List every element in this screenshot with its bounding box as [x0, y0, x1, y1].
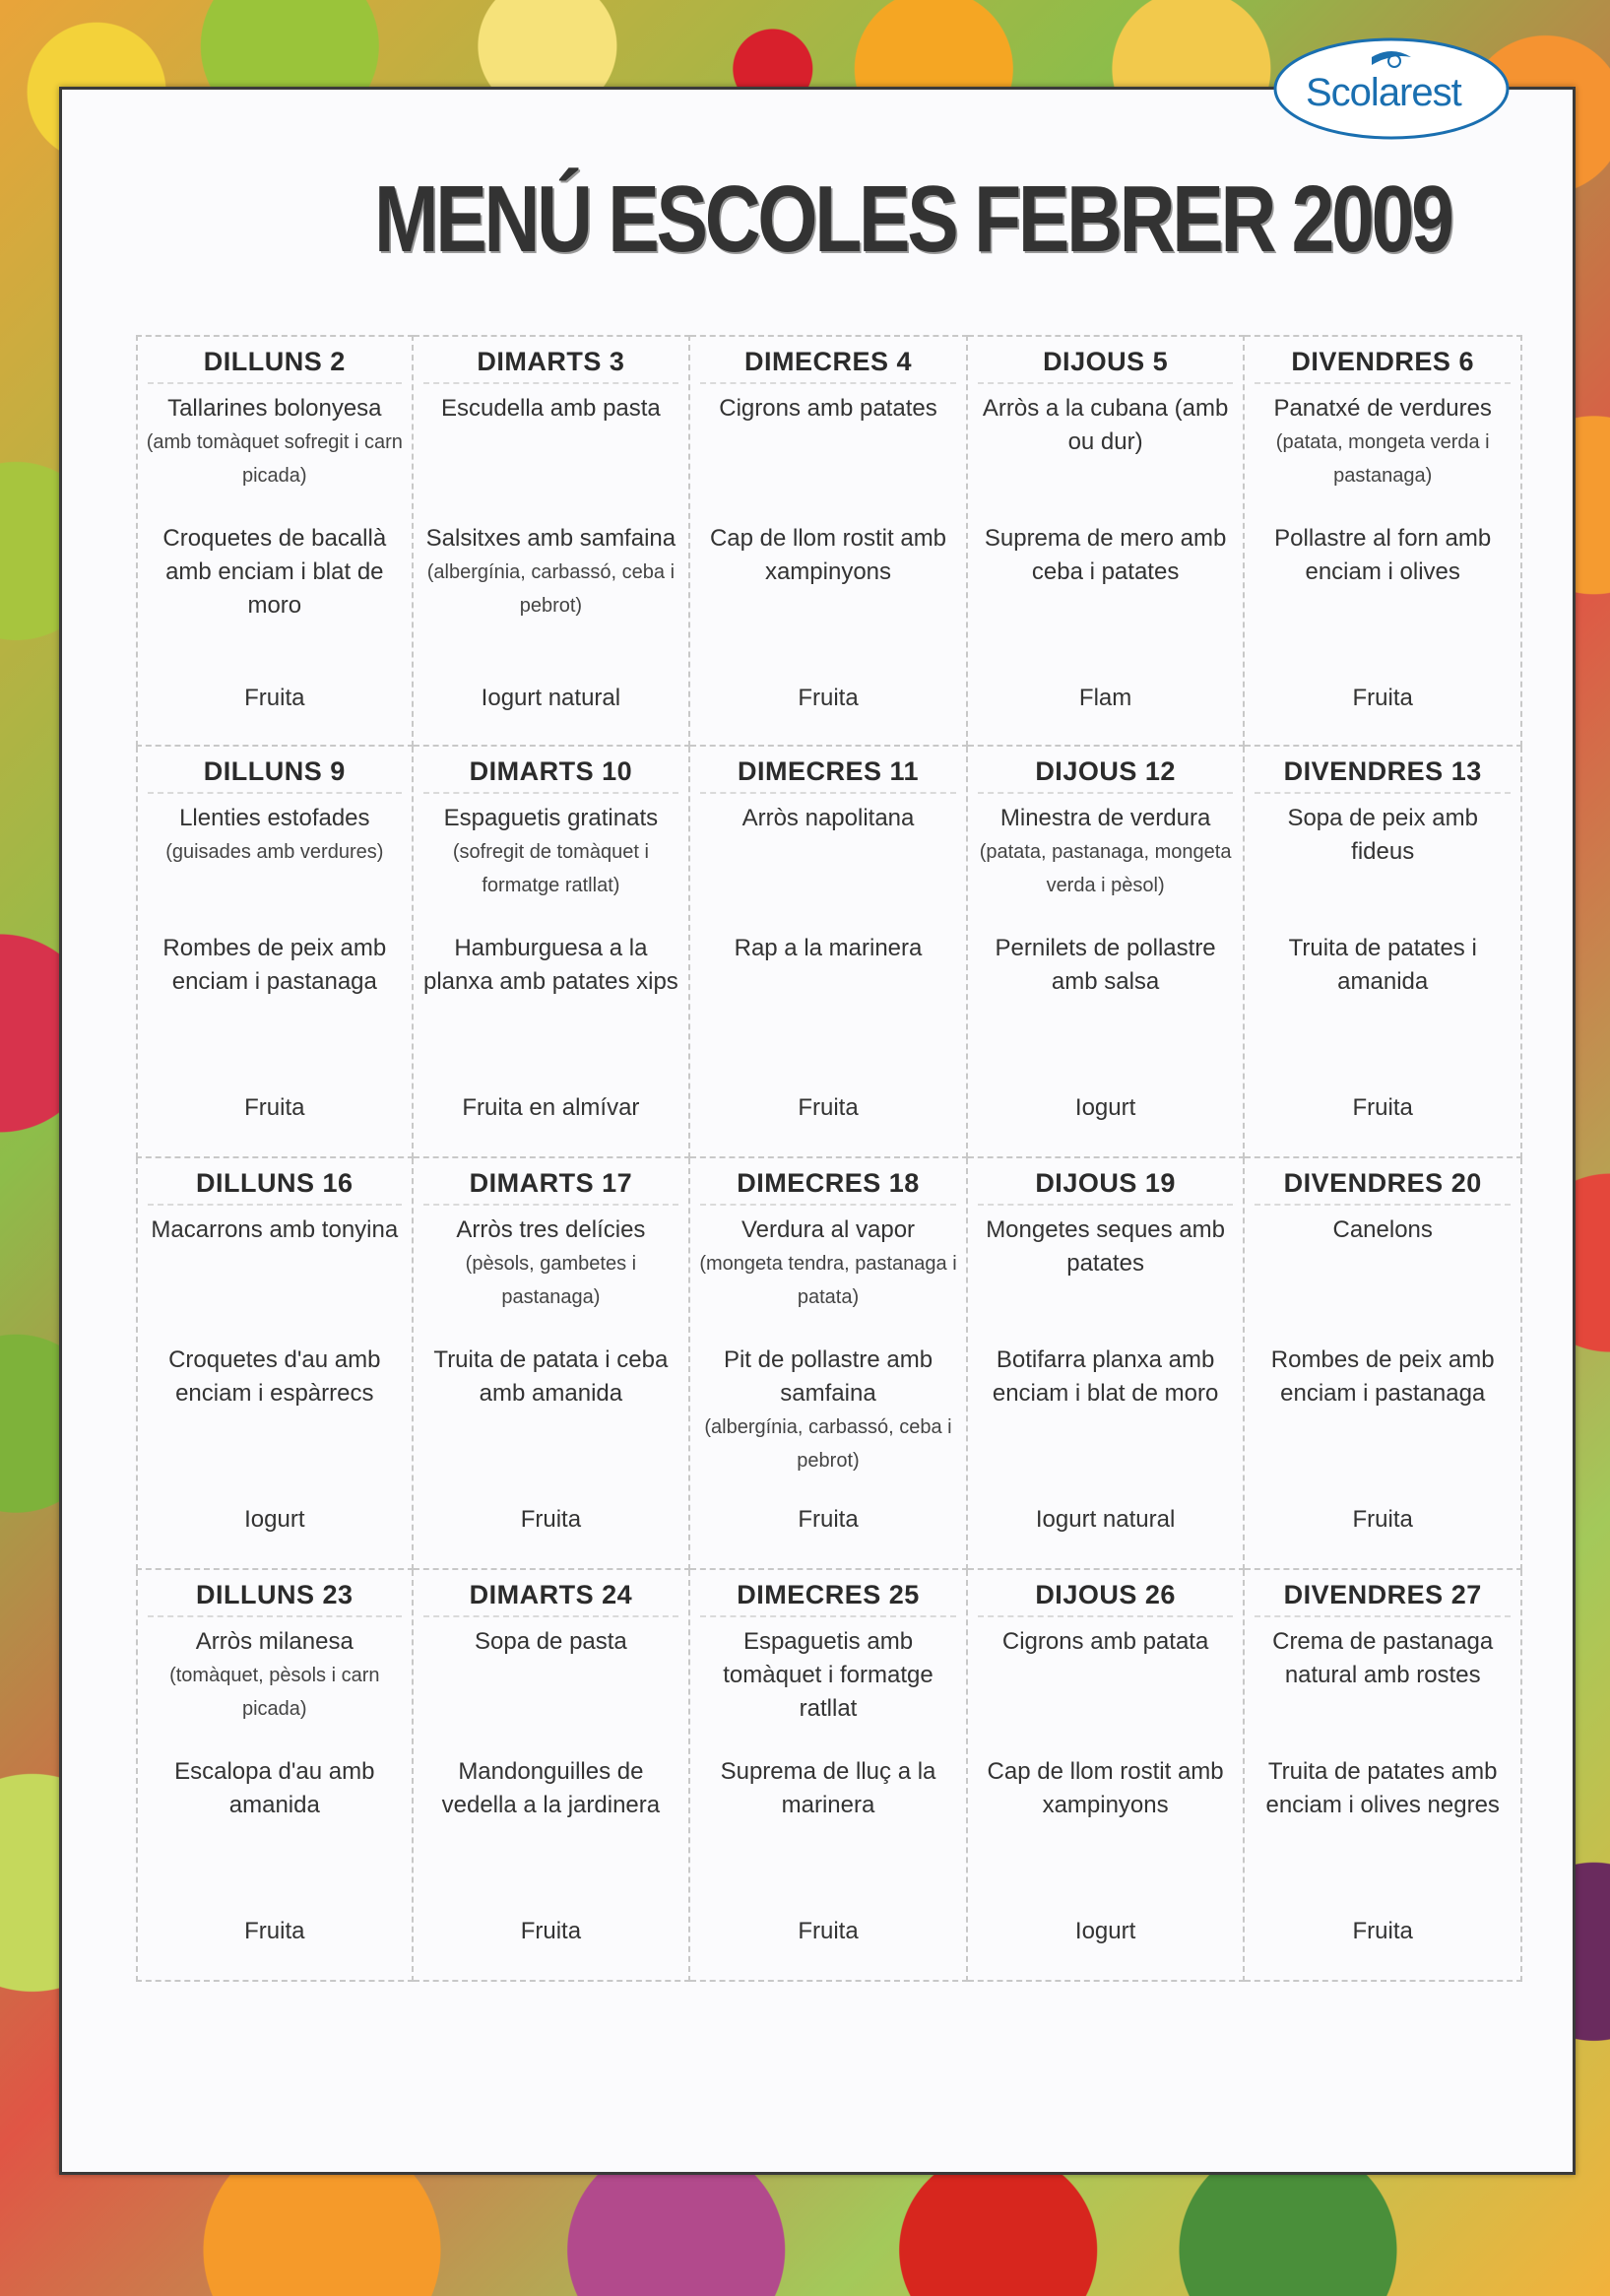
- scolarest-logo: [1268, 28, 1514, 146]
- second-course-note: (albergínia, carbassó, ceba i pebrot): [704, 1416, 952, 1472]
- day-header: DILLUNS 23: [148, 1570, 402, 1617]
- day-header: DIMARTS 3: [423, 337, 679, 384]
- day-header: DIVENDRES 6: [1255, 337, 1511, 384]
- first-course-dish: Arròs napolitana: [741, 805, 915, 831]
- page-title: MENÚ ESCOLES FEBRER 2009: [374, 166, 1451, 272]
- first-course-note: (pèsols, gambetes i pastanaga): [465, 1253, 637, 1308]
- second-course-dish: Truita de patata i ceba amb amanida: [433, 1346, 669, 1407]
- dessert: Fruita en almívar: [462, 1094, 640, 1121]
- dessert: Iogurt: [244, 1506, 305, 1533]
- second-course: [146, 932, 404, 999]
- dessert: Fruita: [244, 1094, 305, 1121]
- second-course-dish: Suprema de lluç a la marinera: [720, 1758, 936, 1818]
- first-course: [146, 1214, 404, 1247]
- day-cell: [690, 335, 968, 747]
- first-course: [1253, 1214, 1513, 1247]
- first-course-dish: Cigrons amb patata: [1001, 1628, 1209, 1655]
- first-course-dish: Espaguetis gratinats: [443, 805, 659, 831]
- first-course-dish: Llenties estofades: [179, 805, 370, 831]
- first-course: [698, 1214, 958, 1314]
- first-course-dish: Tallarines bolonyesa: [167, 395, 382, 422]
- first-course-dish: Mongetes seques amb patates: [986, 1216, 1225, 1277]
- first-course-dish: Macarrons amb tonyina: [151, 1216, 399, 1243]
- first-course: [698, 802, 958, 835]
- first-course: [146, 392, 404, 492]
- second-course-dish: Rombes de peix amb enciam i pastanaga: [162, 935, 387, 995]
- second-course: [146, 1344, 404, 1410]
- first-course-dish: Arròs a la cubana (amb ou dur): [982, 395, 1229, 455]
- day-header: DILLUNS 16: [148, 1158, 402, 1206]
- day-header: DIJOUS 26: [978, 1570, 1234, 1617]
- first-course-dish: Panatxé de verdures: [1273, 395, 1492, 422]
- day-header: DIMECRES 4: [700, 337, 956, 384]
- second-course: [976, 1755, 1236, 1822]
- day-cell: [968, 1158, 1246, 1570]
- day-cell: [136, 335, 414, 747]
- day-header: DIMECRES 18: [700, 1158, 956, 1206]
- brand-name: Scolarest: [1306, 71, 1461, 114]
- day-cell: [690, 1570, 968, 1982]
- dessert: Fruita: [798, 1918, 859, 1944]
- first-course-dish: Minestra de verdura: [999, 805, 1211, 831]
- second-course-dish: Suprema de mero amb ceba i patates: [984, 525, 1227, 585]
- dessert: Fruita: [798, 1506, 859, 1533]
- day-cell: [136, 1158, 414, 1570]
- first-course-note: (patata, pastanaga, mongeta verda i pèsol): [979, 841, 1232, 896]
- day-header: DIMECRES 25: [700, 1570, 956, 1617]
- day-cell: [968, 1570, 1246, 1982]
- second-course: [1253, 1344, 1513, 1410]
- day-header: DIVENDRES 20: [1255, 1158, 1511, 1206]
- first-course: [146, 1625, 404, 1726]
- first-course: [698, 1625, 958, 1726]
- day-cell: [968, 335, 1246, 747]
- first-course-dish: Cigrons amb patates: [719, 395, 937, 422]
- first-course: [698, 392, 958, 426]
- second-course: [421, 1755, 681, 1822]
- day-header: DIVENDRES 13: [1255, 747, 1511, 794]
- dessert: Iogurt: [1074, 1094, 1136, 1121]
- day-cell: [968, 747, 1246, 1158]
- second-course-dish: Rap a la marinera: [734, 935, 923, 961]
- dessert: Fruita: [1352, 1506, 1413, 1533]
- second-course-dish: Pernilets de pollastre amb salsa: [995, 935, 1216, 995]
- first-course-note: (guisades amb verdures): [165, 841, 384, 863]
- first-course: [421, 392, 681, 426]
- first-course-dish: Espaguetis amb tomàquet i formatge ratllat: [723, 1628, 934, 1722]
- second-course: [698, 522, 958, 589]
- day-header: DIJOUS 19: [978, 1158, 1234, 1206]
- day-header: DIJOUS 12: [978, 747, 1234, 794]
- first-course-note: (tomàquet, pèsols i carn picada): [169, 1665, 380, 1720]
- first-course: [421, 1625, 681, 1659]
- day-cell: [1245, 335, 1522, 747]
- second-course-dish: Mandonguilles de vedella a la jardinera: [441, 1758, 661, 1818]
- second-course-dish: Croquetes d'au amb enciam i espàrrecs: [168, 1346, 381, 1407]
- second-course-note: (albergínia, carbassó, ceba i pebrot): [426, 561, 676, 617]
- first-course-note: (sofregit de tomàquet i formatge ratllat): [452, 841, 649, 896]
- day-cell: [414, 747, 691, 1158]
- day-cell: [1245, 1158, 1522, 1570]
- day-header: DIMECRES 11: [700, 747, 956, 794]
- second-course-dish: Cap de llom rostit amb xampinyons: [987, 1758, 1224, 1818]
- first-course-note: (patata, mongeta verda i pastanaga): [1275, 431, 1490, 487]
- second-course: [146, 1755, 404, 1822]
- day-cell: [1245, 1570, 1522, 1982]
- menu-grid: [136, 335, 1522, 1982]
- second-course-dish: Escalopa d'au amb amanida: [174, 1758, 375, 1818]
- first-course-dish: Sopa de peix amb fideus: [1287, 805, 1478, 865]
- day-cell: [414, 1158, 691, 1570]
- first-course: [976, 1625, 1236, 1659]
- first-course: [421, 802, 681, 902]
- first-course: [976, 1214, 1236, 1280]
- day-cell: [690, 1158, 968, 1570]
- first-course: [1253, 802, 1513, 869]
- second-course-dish: Hamburguesa a la planxa amb patates xips: [422, 935, 678, 995]
- day-header: DILLUNS 2: [148, 337, 402, 384]
- first-course-dish: Arròs tres delícies: [456, 1216, 646, 1243]
- dessert: Fruita: [1352, 1918, 1413, 1944]
- second-course-dish: Salsitxes amb samfaina: [425, 525, 676, 552]
- second-course-dish: Pollastre al forn amb enciam i olives: [1274, 525, 1492, 585]
- second-course: [421, 1344, 681, 1410]
- dessert: Fruita: [244, 685, 305, 711]
- first-course-note: (amb tomàquet sofregit i carn picada): [146, 431, 403, 487]
- day-cell: [136, 747, 414, 1158]
- second-course: [421, 522, 681, 623]
- dessert: Fruita: [798, 685, 859, 711]
- dessert: Fruita: [520, 1918, 582, 1944]
- day-header: DIMARTS 24: [423, 1570, 679, 1617]
- dessert: Fruita: [244, 1918, 305, 1944]
- second-course-dish: Rombes de peix amb enciam i pastanaga: [1270, 1346, 1495, 1407]
- dessert: Fruita: [520, 1506, 582, 1533]
- day-header: DILLUNS 9: [148, 747, 402, 794]
- day-header: DIMARTS 10: [423, 747, 679, 794]
- first-course-dish: Canelons: [1332, 1216, 1433, 1243]
- first-course-dish: Arròs milanesa: [195, 1628, 354, 1655]
- first-course-dish: Verdura al vapor: [741, 1216, 916, 1243]
- first-course: [421, 1214, 681, 1314]
- second-course: [1253, 1755, 1513, 1822]
- second-course: [1253, 932, 1513, 999]
- second-course-dish: Truita de patates i amanida: [1288, 935, 1477, 995]
- second-course: [976, 522, 1236, 589]
- dessert: Iogurt: [1074, 1918, 1136, 1944]
- first-course-note: (mongeta tendra, pastanaga i patata): [699, 1253, 957, 1308]
- dessert: Fruita: [1352, 1094, 1413, 1121]
- second-course-dish: Cap de llom rostit amb xampinyons: [709, 525, 947, 585]
- second-course-dish: Truita de patates amb enciam i olives negres: [1265, 1758, 1500, 1818]
- day-cell: [136, 1570, 414, 1982]
- second-course: [146, 522, 404, 623]
- day-header: DIJOUS 5: [978, 337, 1234, 384]
- day-header: DIVENDRES 27: [1255, 1570, 1511, 1617]
- second-course: [698, 1755, 958, 1822]
- day-cell: [414, 1570, 691, 1982]
- first-course: [976, 392, 1236, 459]
- second-course: [421, 932, 681, 999]
- dessert: Iogurt natural: [481, 685, 621, 711]
- second-course: [976, 1344, 1236, 1410]
- dessert: Fruita: [1352, 685, 1413, 711]
- day-cell: [690, 747, 968, 1158]
- second-course: [976, 932, 1236, 999]
- second-course-dish: Pit de pollastre amb samfaina: [723, 1346, 934, 1407]
- first-course: [1253, 392, 1513, 492]
- second-course-dish: Croquetes de bacallà amb enciam i blat de moro: [162, 525, 387, 619]
- second-course: [698, 1344, 958, 1477]
- second-course: [1253, 522, 1513, 589]
- first-course: [146, 802, 404, 869]
- day-cell: [1245, 747, 1522, 1158]
- dessert: Flam: [1078, 685, 1132, 711]
- second-course-dish: Botifarra planxa amb enciam i blat de moro: [992, 1346, 1219, 1407]
- dessert: Fruita: [798, 1094, 859, 1121]
- day-cell: [414, 335, 691, 747]
- first-course: [1253, 1625, 1513, 1692]
- second-course: [698, 932, 958, 965]
- dessert: Iogurt natural: [1035, 1506, 1176, 1533]
- first-course-dish: Escudella amb pasta: [440, 395, 661, 422]
- first-course-dish: Crema de pastanaga natural amb rostes: [1272, 1628, 1494, 1688]
- first-course: [976, 802, 1236, 902]
- day-header: DIMARTS 17: [423, 1158, 679, 1206]
- first-course-dish: Sopa de pasta: [474, 1628, 627, 1655]
